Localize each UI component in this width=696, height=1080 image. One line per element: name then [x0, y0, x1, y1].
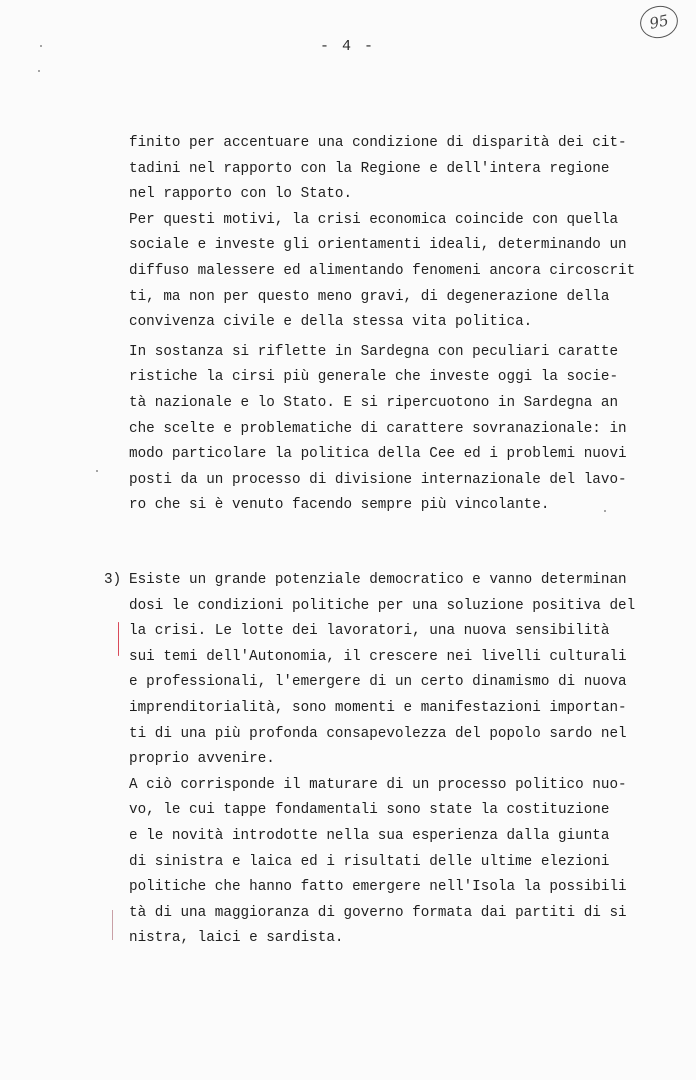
text-line: nel rapporto con lo Stato.	[129, 186, 353, 203]
text-line: imprenditorialità, sono momenti e manifestazioni importan-	[129, 699, 627, 716]
scan-speck	[38, 70, 40, 72]
text-line: ti, ma non per questo meno gravi, di degenerazione della	[129, 288, 610, 305]
margin-red-mark	[118, 622, 119, 656]
paragraph-block-1	[129, 131, 636, 519]
text-line: tà nazionale e lo Stato. E si ripercuotono in Sardegna an	[129, 394, 619, 411]
margin-pencil-mark	[112, 910, 113, 940]
text-line: sociale e investe gli orientamenti ideali, determinando un	[129, 237, 627, 254]
paragraph-block-2	[129, 568, 636, 952]
text-line: Esiste un grande potenziale democratico e vanno determinan	[129, 572, 627, 588]
text-line: convivenza civile e della stessa vita politica.	[129, 314, 533, 331]
text-line: tà di una maggioranza di governo formata dai partiti di si	[129, 904, 627, 921]
text-line: Per questi motivi, la crisi economica coincide con quella	[129, 211, 619, 228]
text-line: sui temi dell'Autonomia, il crescere nei livelli culturali	[129, 648, 627, 665]
text-line: la crisi. Le lotte dei lavoratori, una nuova sensibilità	[129, 623, 610, 640]
text-line: In sostanza si riflette in Sardegna con peculiari caratte	[129, 343, 619, 360]
text-line: proprio avvenire.	[129, 751, 275, 768]
text-line: che scelte e problematiche di carattere sovranazionale: in	[129, 420, 627, 437]
text-line: di sinistra e laica ed i risultati delle ultime elezioni	[129, 853, 610, 870]
text-line: ti di una più profonda consapevolezza del popolo sardo nel	[129, 725, 627, 742]
text-line: politiche che hanno fatto emergere nell'Isola la possibili	[129, 879, 627, 896]
text-line: posti da un processo di divisione internazionale del lavo-	[129, 471, 627, 488]
page-number: - 4 -	[320, 38, 376, 55]
section-number: 3)	[104, 572, 122, 588]
text-line: e professionali, l'emergere di un certo dinamismo di nuova	[129, 674, 627, 691]
text-line: modo particolare la politica della Cee ed i problemi nuovi	[129, 446, 627, 463]
text-line: tadini nel rapporto con la Regione e dell'intera regione	[129, 160, 610, 177]
text-line: A ciò corrisponde il maturare di un processo politico nuo-	[129, 776, 627, 793]
scan-speck	[96, 470, 98, 472]
text-line: e le novità introdotte nella sua esperienza dalla giunta	[129, 827, 610, 844]
page-stamp: 95	[637, 2, 681, 41]
text-line: dosi le condizioni politiche per una soluzione positiva del	[129, 597, 636, 614]
text-line: finito per accentuare una condizione di disparità dei cit-	[129, 135, 627, 151]
text-line: vo, le cui tappe fondamentali sono state la costituzione	[129, 802, 610, 819]
scan-speck	[40, 45, 42, 47]
text-line: ro che si è venuto facendo sempre più vincolante.	[129, 497, 550, 514]
text-line: diffuso malessere ed alimentando fenomeni ancora circoscrit	[129, 262, 636, 279]
text-line: nistra, laici e sardista.	[129, 930, 344, 947]
text-line: ristiche la cirsi più generale che investe oggi la socie-	[129, 369, 619, 386]
